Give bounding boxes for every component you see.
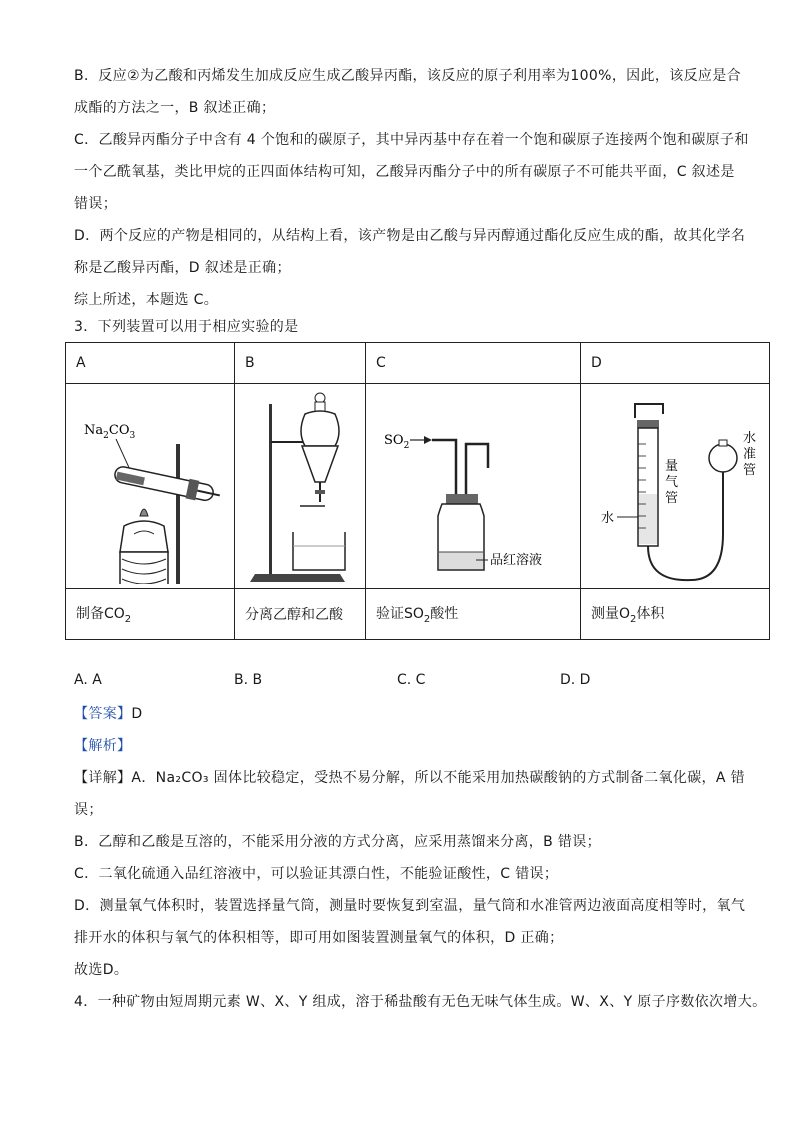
answer-line <box>74 704 734 724</box>
separatory-funnel-diagram <box>245 384 365 584</box>
caption-d: 测量$O_2$体积 <box>581 589 770 640</box>
text-line: 综上所述，本题选 C。 <box>74 292 219 308</box>
apparatus-table <box>65 342 770 640</box>
text-line: 误； <box>74 802 103 818</box>
text-line: B．反应②为乙酸和丙烯发生加成反应生成乙酸异丙酯，该反应的原子利用率为100%，因此，该反应是合 <box>74 68 741 84</box>
option-b: B. B <box>234 672 263 688</box>
gas-washing-bottle-diagram <box>376 384 580 584</box>
option-c: C. C <box>397 672 426 688</box>
option-a: A. A <box>74 672 102 688</box>
figure-c <box>366 384 581 589</box>
question-stem: 3．下列装置可以用于相应实验的是 <box>74 319 299 335</box>
text-line: C．乙酸异丙酯分子中含有 4 个饱和的碳原子，其中异丙基中存在着一个饱和碳原子连接两个饱和碳原子和 <box>74 132 749 148</box>
answer-value: D <box>131 706 143 722</box>
figure-a <box>66 384 235 589</box>
figure-d <box>581 384 770 589</box>
detail-line <box>74 768 745 788</box>
header-b: B <box>235 343 366 384</box>
analysis-label: 【解析】 <box>74 738 132 754</box>
text-line: 称是乙酸异丙酯，D 叙述是正确； <box>74 260 291 276</box>
gas-burette-diagram <box>591 384 769 584</box>
question-4-stem: 4．一种矿物由短周期元素 W、X、Y 组成，溶于稀盐酸有无色无味气体生成。W、X、Y 原子序数依次增大。 <box>74 994 767 1010</box>
text-line: A．Na₂CO₃ 固体比较稳定，受热不易分解，所以不能采用加热碳酸钠的方式制备二氧化碳，A 错 <box>131 770 745 786</box>
text-line: D．两个反应的产物是相同的，从结构上看，该产物是由乙酸与异丙醇通过酯化反应生成的酯，故其化学名 <box>74 228 746 244</box>
header-d: D <box>581 343 770 384</box>
header-a: A <box>66 343 235 384</box>
text-line: 错误； <box>74 196 118 212</box>
text-line: 排开水的体积与氧气的体积相等，即可用如图装置测量氧气的体积，D 正确； <box>74 930 564 946</box>
text-line: C．二氧化硫通入品红溶液中，可以验证其漂白性，不能验证酸性，C 错误； <box>74 866 559 882</box>
text-line: B．乙醇和乙酸是互溶的，不能采用分液的方式分离，应采用蒸馏来分离，B 错误； <box>74 834 601 850</box>
text-line: 故选D。 <box>74 962 129 978</box>
header-c: C <box>366 343 581 384</box>
text-line: 一个乙酰氧基，类比甲烷的正四面体结构可知，乙酸异丙酯分子中的所有碳原子不可能共平面，C 叙述是 <box>74 164 735 180</box>
answer-label: 【答案】 <box>74 706 132 722</box>
figure-b <box>235 384 366 589</box>
figure-c-gas-label: $SO_2$ <box>384 433 410 451</box>
text-line: D．测量氧气体积时，装置选择量气筒，测量时要恢复到室温，量气筒和水准管两边液面高度相等时，氧气 <box>74 898 746 914</box>
figure-d-burette-label: 量气管 <box>665 459 679 506</box>
option-d: D. D <box>560 672 591 688</box>
text-line: 成酯的方法之一，B 叙述正确； <box>74 100 276 116</box>
detail-label: 【详解】 <box>74 770 132 786</box>
figure-a-label: $Na_2CO_3$ <box>84 423 136 441</box>
heating-apparatus-diagram <box>76 384 234 584</box>
caption-a: 制备$CO_2$ <box>66 589 235 640</box>
figure-c-liquid-label: 品红溶液 <box>490 553 543 568</box>
figure-d-water-label: 水 <box>601 511 615 526</box>
caption-b: 分离乙醇和乙酸 <box>235 589 366 640</box>
figure-d-leveling-label: 水准管 <box>743 431 757 478</box>
caption-c: 验证$SO_2$酸性 <box>366 589 581 640</box>
